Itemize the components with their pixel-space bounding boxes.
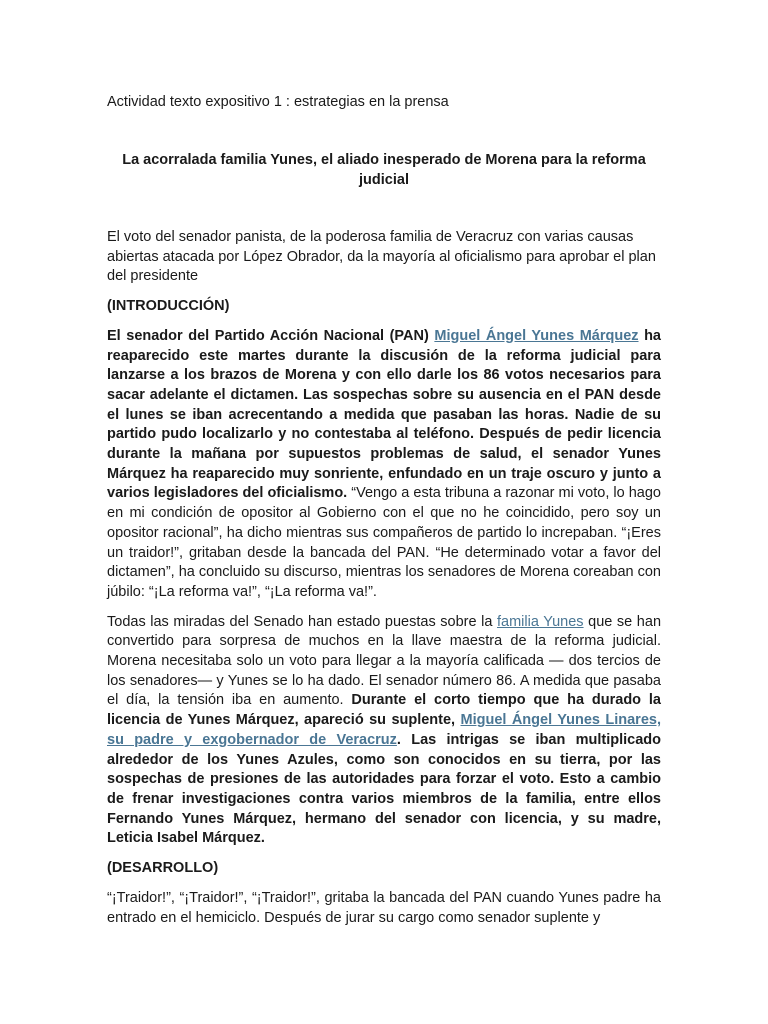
- paragraph-3: “¡Traidor!”, “¡Traidor!”, “¡Traidor!”, gritaba la bancada del PAN cuando Yunes padre ha entrado en el hemiciclo. Después de jurar su cargo como senador suplente y: [107, 889, 661, 926]
- paragraph-2: [107, 613, 661, 849]
- article-headline: La acorralada familia Yunes, el aliado inesperado de Morena para la reforma judicial: [122, 152, 646, 188]
- intro-heading: (INTRODUCCIÓN): [107, 298, 230, 315]
- development-heading: (DESARROLLO): [107, 860, 219, 877]
- p2-normal-b: que se han convertido para sorpresa de muchos en la llave maestra de la reforma judicial. Morena necesitaba solo un voto para llegar a la mayoría calificada — dos tercios de los senadores— y Yunes se lo ha dado. El senador número 86. A medida que pasaba el día, la tensión iba en aumento.: [107, 613, 662, 709]
- link-familia-yunes[interactable]: familia Yunes: [497, 613, 584, 630]
- p1-bold-a: El senador del Partido Acción Nacional (PAN): [107, 327, 435, 344]
- p2-bold-b: . Las intrigas se iban multiplicado alrededor de los Yunes Azules, como son conocidos en su tierra, por las sospechas de presiones de las autoridades para forzar el voto. Esto a cambio de frenar investigaciones contra varios miembros de la familia, entre ellos Fernando Yunes Márquez, hermano del senador con licencia, y su madre, Leticia Isabel Márquez.: [107, 731, 661, 847]
- activity-title: Actividad texto expositivo 1 : estrategias en la prensa: [107, 94, 449, 110]
- link-yunes-marquez[interactable]: Miguel Ángel Yunes Márquez: [434, 327, 639, 344]
- p1-normal: “Vengo a esta tribuna a razonar mi voto, lo hago en mi condición de opositor al Gobierno con el que no he coincidido, pero soy un opositor racional”, ha dicho mientras sus compañeros de partido lo increpaban. “¡Eres un traidor!”, gritaban desde la bancada del PAN. “He determinado votar a favor del dictamen”, ha concluido su discurso, mientras los senadores de Morena coreaban con júbilo: “¡La reforma va!”, “¡La reforma va!”.: [107, 485, 661, 600]
- link-yunes-linares[interactable]: Miguel Ángel Yunes Linares, su padre y exgobernador de Veracruz: [107, 712, 661, 748]
- p1-bold-b: ha reaparecido este martes durante la discusión de la reforma judicial para lanzarse a los brazos de Morena y con ello darle los 86 votos necesarios para sacar adelante el dictamen. Las sospechas sobre su ausencia en el PAN desde el lunes se iban acrecentando a medida que pasaban las horas. Nadie de su partido pudo localizarlo y no contestaba al teléfono. Después de pedir licencia durante la mañana por supuestos problemas de salud, el senador Yunes Márquez ha reaparecido muy sonriente, enfundado en un traje oscuro y junto a varios legisladores del oficialismo.: [107, 327, 661, 502]
- article-lead: El voto del senador panista, de la poderosa familia de Veracruz con varias causas abiertas atacada por López Obrador, da la mayoría al oficialismo para aprobar el plan del presidente: [107, 229, 656, 285]
- p2-normal-a: Todas las miradas del Senado han estado puestas sobre la: [107, 613, 498, 630]
- paragraph-1: [107, 327, 661, 603]
- p2-bold-a: Durante el corto tiempo que ha durado la licencia de Yunes Márquez, apareció su suplente,: [107, 692, 661, 729]
